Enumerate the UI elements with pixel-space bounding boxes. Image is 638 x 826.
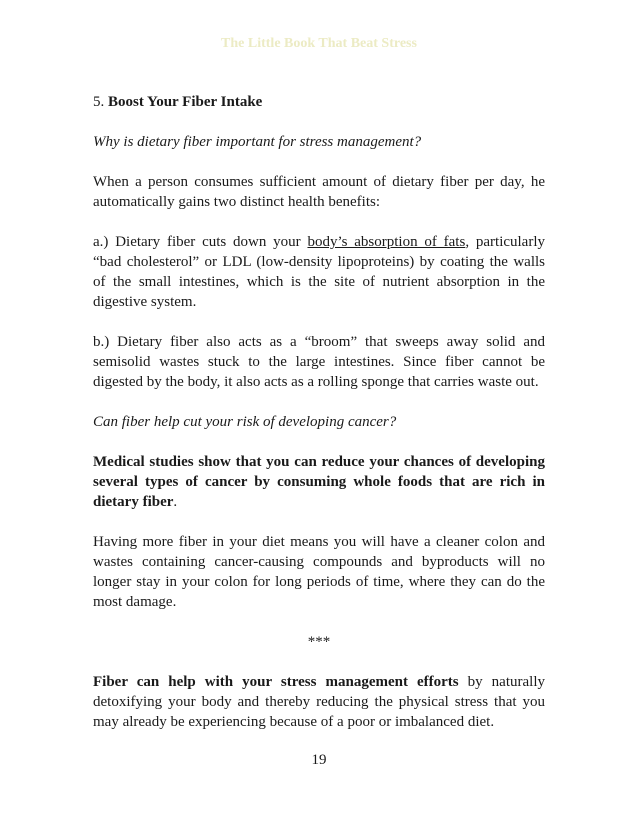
question-fiber-importance: Why is dietary fiber important for stress management? (93, 134, 422, 150)
paragraph-cleaner-colon: Having more fiber in your diet means you will have a cleaner colon and wastes containing cancer-causing compounds and byproducts will no longer stay in your colon for long periods of time, where they can do the most damage. (93, 534, 545, 610)
underlined-phrase: body’s absorption of fats (307, 234, 466, 250)
medical-studies-end: . (173, 494, 178, 510)
paragraph-benefit-a (93, 232, 545, 312)
benefit-a-text-start: a.) Dietary fiber cuts down your (93, 234, 308, 250)
section-number: 5. (93, 94, 105, 110)
running-header: The Little Book That Beat Stress (221, 36, 417, 51)
page-number: 19 (311, 752, 327, 768)
benefit-a-text-end: , particularly “bad cholesterol” or LDL (low-density lipoproteins) by coating the walls of the small intestines, which is the site of nutrient absorption in the digestive system. (93, 234, 546, 310)
stress-management-end: by naturally detoxifying your body and thereby reducing the physical stress that you may already be experiencing because of a poor or imbalanced diet. (93, 674, 545, 730)
paragraph-medical-studies (93, 452, 545, 512)
medical-studies-bold: Medical studies show that you can reduce your chances of developing several types of cancer by consuming whole foods that are rich in dietary fiber (93, 454, 545, 510)
section-title: Boost Your Fiber Intake (108, 94, 263, 110)
paragraph-stress-management (93, 672, 545, 732)
stress-management-bold: Fiber can help with your stress management efforts (93, 674, 459, 690)
question-cancer-risk: Can fiber help cut your risk of developing cancer? (93, 414, 397, 430)
section-heading (93, 92, 545, 112)
paragraph-intro: When a person consumes sufficient amount of dietary fiber per day, he automatically gains two distinct health benefits: (93, 174, 545, 210)
paragraph-benefit-b: b.) Dietary fiber also acts as a “broom” that sweeps away solid and semisolid wastes stuck to the large intestines. Since fiber cannot be digested by the body, it also acts as a rolling sponge that carries waste out. (93, 334, 545, 390)
page-body (93, 92, 545, 752)
section-separator: *** (307, 634, 331, 650)
